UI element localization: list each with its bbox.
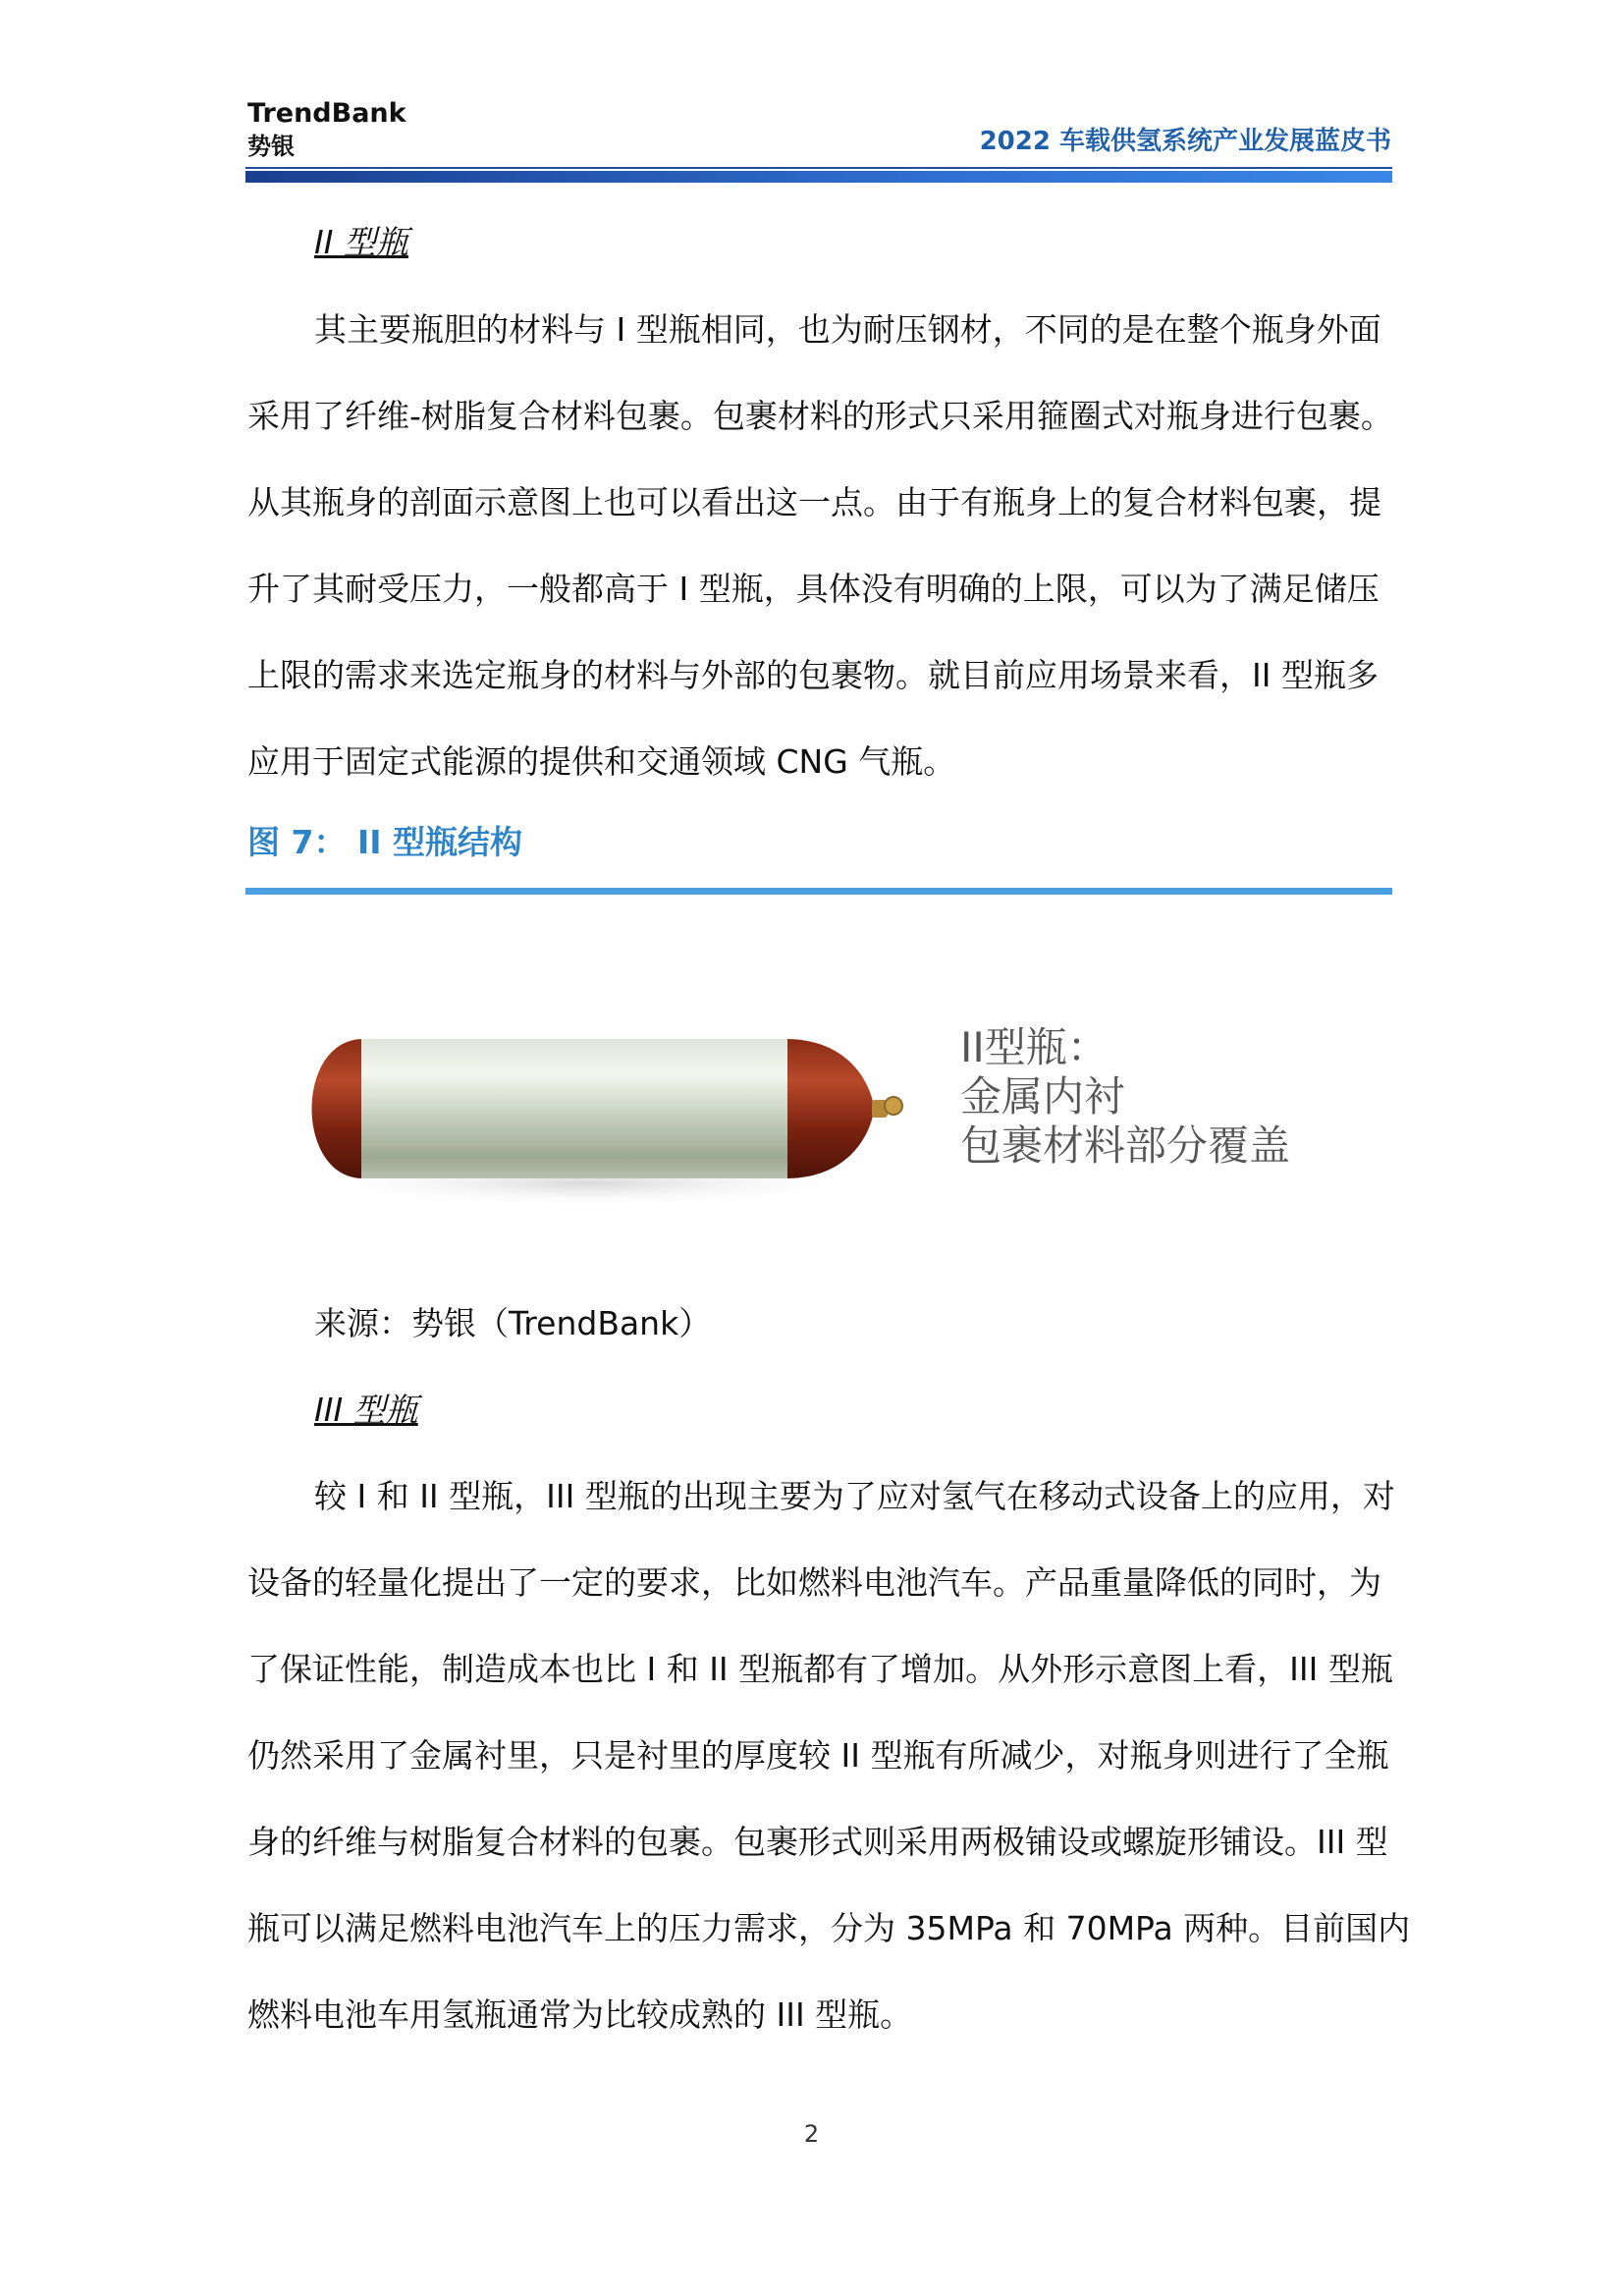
- logo-english-text: TrendBank: [247, 98, 406, 129]
- figure-title-rule: [245, 888, 1392, 895]
- section-iii-line: 较 I 和 II 型瓶，III 型瓶的出现主要为了应对氢气在移动式设备上的应用，对: [314, 1477, 1395, 1515]
- cylinder-body: [361, 1039, 787, 1178]
- section-ii-line: 升了其耐受压力，一般都高于 I 型瓶，具体没有明确的上限，可以为了满足储压: [247, 570, 1380, 608]
- figure-title: 图 7： II 型瓶结构: [247, 823, 522, 861]
- figure-label-line: II型瓶：: [960, 1023, 1109, 1071]
- figure-source: 来源：势银（TrendBank）: [314, 1304, 712, 1342]
- section-ii-line: 其主要瓶胆的材料与 I 型瓶相同，也为耐压钢材，不同的是在整个瓶身外面: [314, 310, 1381, 349]
- figure-label-line: 金属内衬: [960, 1072, 1126, 1121]
- section-iii-heading: III 型瓶: [314, 1391, 418, 1429]
- section-ii-line: 应用于固定式能源的提供和交通领域 CNG 气瓶。: [247, 742, 956, 781]
- header-divider-thick: [245, 171, 1392, 183]
- page-number: 2: [803, 2120, 820, 2148]
- header-divider: [245, 167, 1392, 185]
- section-iii-paragraph: [247, 1453, 1411, 2058]
- section-ii-paragraph: [247, 287, 1392, 805]
- valve-knob: [885, 1097, 902, 1115]
- left-cap: [312, 1039, 364, 1178]
- section-ii-line: 采用了纤维-树脂复合材料包裹。包裹材料的形式只采用箍圈式对瓶身进行包裹。: [247, 397, 1393, 435]
- figure-ii-cylinder: [295, 982, 1355, 1237]
- section-iii-line: 了保证性能，制造成本也比 I 和 II 型瓶都有了增加。从外形示意图上看，III 型瓶: [247, 1650, 1393, 1688]
- header-divider-thin: [245, 167, 1392, 169]
- section-ii-line: 上限的需求来选定瓶身的材料与外部的包裹物。就目前应用场景来看，II 型瓶多: [247, 656, 1379, 694]
- logo-chinese-text: 势银: [247, 133, 295, 160]
- figure-label-line: 包裹材料部分覆盖: [960, 1121, 1291, 1170]
- section-ii-heading: II 型瓶: [314, 223, 408, 261]
- trendbank-logo: [247, 98, 444, 161]
- section-iii-line: 身的纤维与树脂复合材料的包裹。包裹形式则采用两极铺设或螺旋形铺设。III 型: [247, 1823, 1388, 1861]
- section-iii-line: 设备的轻量化提出了一定的要求，比如燃料电池汽车。产品重量降低的同时，为: [247, 1563, 1381, 1602]
- section-iii-line: 瓶可以满足燃料电池汽车上的压力需求，分为 35MPa 和 70MPa 两种。目前国内: [247, 1909, 1411, 1947]
- document-title: 2022 车载供氢系统产业发展蓝皮书: [979, 127, 1391, 156]
- ii-cylinder-image: [295, 982, 923, 1237]
- section-ii-line: 从其瓶身的剖面示意图上也可以看出这一点。由于有瓶身上的复合材料包裹，提: [247, 483, 1381, 521]
- right-cap: [785, 1039, 874, 1178]
- section-iii-line: 仍然采用了金属衬里，只是衬里的厚度较 II 型瓶有所减少，对瓶身则进行了全瓶: [247, 1736, 1389, 1775]
- figure-caption-label: [960, 1023, 1290, 1171]
- section-iii-line: 燃料电池车用氢瓶通常为比较成熟的 III 型瓶。: [247, 1995, 913, 2034]
